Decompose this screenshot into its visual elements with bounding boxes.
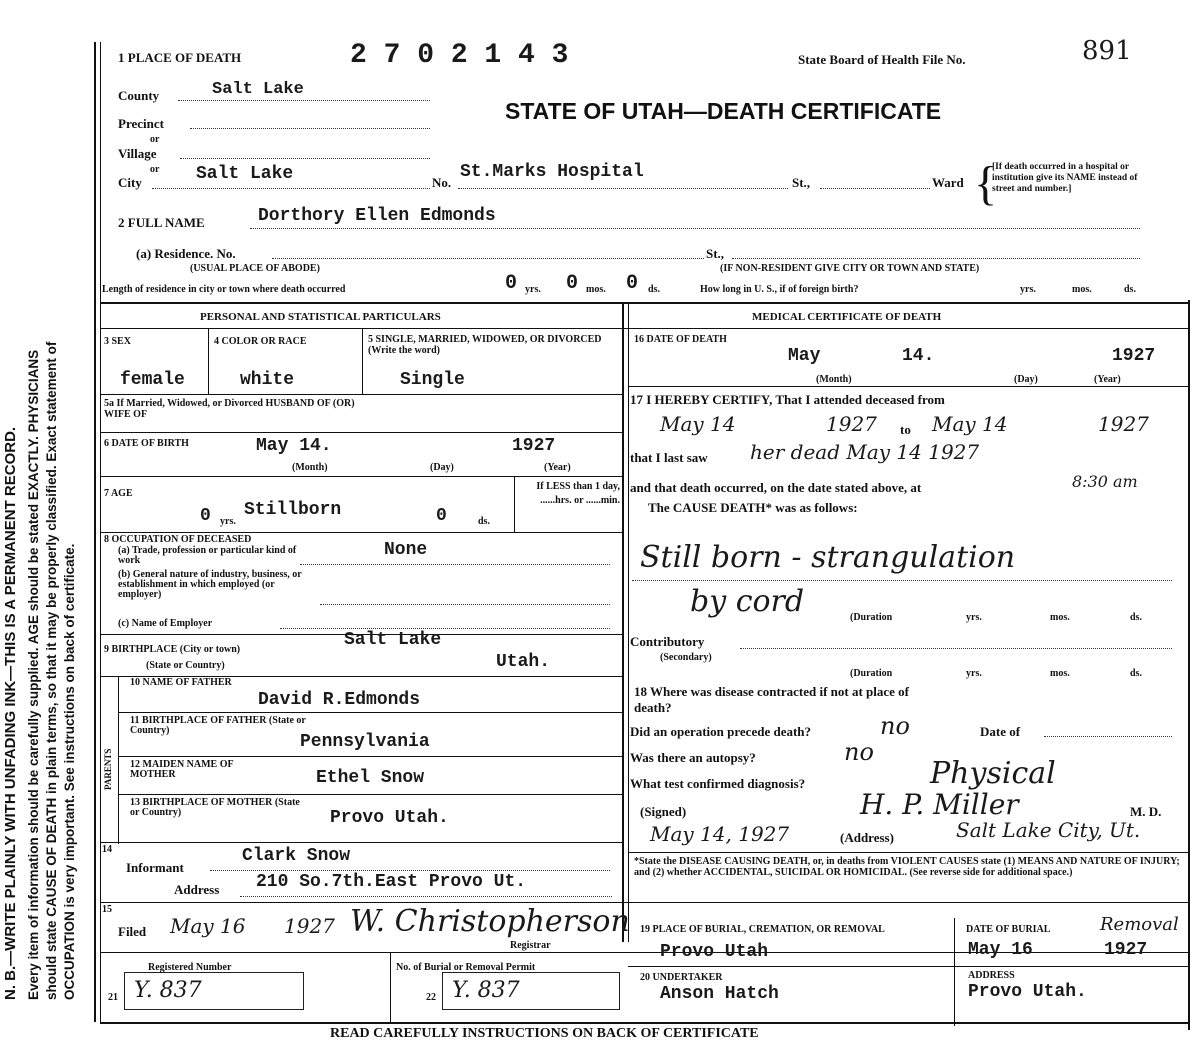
- secondary-label: (Secondary): [660, 652, 712, 663]
- signed-address-label: (Address): [840, 830, 894, 845]
- burial-date-year: 1927: [1104, 940, 1148, 960]
- nonres-note: (IF NON-RESIDENT GIVE CITY OR TOWN AND STATE): [720, 263, 980, 274]
- filed-year: 1927: [284, 914, 335, 938]
- precinct-label: Precinct: [118, 116, 164, 131]
- duration-label-1: (Duration: [850, 612, 893, 623]
- test-value: Physical: [930, 756, 1056, 791]
- permit-label: No. of Burial or Removal Permit: [396, 962, 536, 973]
- cause-line2: by cord: [690, 584, 805, 619]
- sex-value: female: [120, 370, 185, 390]
- cause-label: The CAUSE DEATH* was as follows:: [648, 500, 858, 515]
- signed-date: May 14, 1927: [650, 822, 790, 846]
- spouse-label: 5a If Married, Widowed, or Divorced HUSBAND OF (OR) WIFE OF: [104, 398, 355, 420]
- left-border: [94, 42, 96, 1022]
- mother-value: Ethel Snow: [316, 768, 425, 788]
- duration-yrs-1: yrs.: [966, 612, 982, 623]
- file-no-label: State Board of Health File No.: [798, 52, 966, 67]
- length-yrs-label: yrs.: [525, 284, 541, 295]
- abode-note: (USUAL PLACE OF ABODE): [190, 263, 320, 274]
- marital-value: Single: [400, 370, 465, 390]
- dob-year: 1927: [512, 436, 556, 456]
- or-1: or: [150, 134, 160, 145]
- informant-value: Clark Snow: [242, 846, 351, 866]
- section-header-bottom: [100, 328, 1190, 329]
- burial-date-label: DATE OF BURIAL: [966, 924, 1051, 935]
- us-ds: ds.: [1124, 284, 1136, 295]
- father-bp-label: 11 BIRTHPLACE OF FATHER (State or Country): [130, 715, 306, 736]
- length-yrs: 0: [505, 272, 518, 295]
- father-label: 10 NAME OF FATHER: [130, 677, 232, 688]
- death-month-label: (Month): [816, 374, 852, 385]
- us-yrs: yrs.: [1020, 284, 1036, 295]
- length-mos: 0: [566, 272, 579, 295]
- sex-label: 3 SEX: [104, 336, 131, 347]
- filed-date: May 16: [170, 914, 246, 938]
- city-label: City: [118, 175, 142, 190]
- side-note-2: Every item of information should be carefully supplied. AGE should be stated EXACTLY. PHYSICIANS: [26, 349, 41, 1000]
- dob-month-day: May 14.: [256, 436, 332, 456]
- q18-label: 18 Where was disease contracted if not at place of death?: [634, 684, 910, 715]
- medical-section-title: MEDICAL CERTIFICATE OF DEATH: [752, 311, 942, 323]
- signed-value: H. P. Miller: [860, 788, 1019, 821]
- undertaker-value: Anson Hatch: [660, 984, 779, 1004]
- filed-num: 15: [102, 904, 112, 915]
- reg-number-value: Y. 837: [134, 978, 202, 1003]
- residence-st-label: St.,: [706, 246, 725, 261]
- precinct-line: [190, 128, 430, 129]
- burial-date-correction: Removal: [1100, 914, 1179, 935]
- last-saw-value: her dead May 14 1927: [750, 440, 980, 464]
- registrar-signature: W. Christopherson: [350, 904, 630, 939]
- father-value: David R.Edmonds: [258, 690, 421, 710]
- reg-number-label: Registered Number: [148, 962, 232, 973]
- mother-bp-label: 13 BIRTHPLACE OF MOTHER (State or Country): [130, 797, 300, 818]
- age-ds-label: ds.: [478, 516, 490, 527]
- certificate-number: 2 7 0 2 1 4 3: [350, 40, 569, 71]
- from-date: May 14: [660, 412, 736, 436]
- death-year: 1927: [1112, 346, 1156, 366]
- duration-mos-1: mos.: [1050, 612, 1070, 623]
- occupation-label: 8 OCCUPATION OF DECEASED: [104, 534, 252, 545]
- dob-day-label: (Day): [430, 462, 454, 473]
- signed-suffix: M. D.: [1130, 804, 1162, 819]
- full-name-value: Dorthory Ellen Edmonds: [258, 206, 496, 226]
- us-label: How long in U. S., if of foreign birth?: [700, 284, 859, 295]
- burial-place-value: Provo Utah: [660, 942, 769, 962]
- permit-value: Y. 837: [452, 978, 520, 1003]
- informant-address-label: Address: [174, 882, 220, 897]
- side-note-3: should state CAUSE OF DEATH in plain terms, so that it may be properly classified. Exact statement of: [44, 341, 59, 1000]
- us-mos: mos.: [1072, 284, 1092, 295]
- age-stillborn: Stillborn: [244, 500, 342, 520]
- to-date: May 14: [932, 412, 1008, 436]
- birthplace-state-label: (State or Country): [146, 660, 225, 671]
- operation-value: no: [880, 712, 910, 740]
- death-month: May: [788, 346, 821, 366]
- occurred-label: and that death occurred, on the date stated above, at: [630, 480, 922, 495]
- center-divider-2: [628, 302, 629, 942]
- duration-yrs-2: yrs.: [966, 668, 982, 679]
- undertaker-address-label: ADDRESS: [968, 970, 1015, 981]
- medical-note: *State the DISEASE CAUSING DEATH, or, in deaths from VIOLENT CAUSES state (1) MEANS AND NATURE OF INJURY; and (2) whether ACCIDENTAL, SUICIDAL OR HOMICIDAL. (See reverse side for additional space.): [634, 856, 1180, 878]
- contributory-label: Contributory: [630, 634, 705, 649]
- last-saw-label: that I last saw: [630, 450, 708, 465]
- death-day-label: (Day): [1014, 374, 1038, 385]
- duration-ds-2: ds.: [1130, 668, 1142, 679]
- footer-instructions: READ CAREFULLY INSTRUCTIONS ON BACK OF CERTIFICATE: [330, 1026, 759, 1041]
- city-value: Salt Lake: [196, 164, 294, 184]
- burial-date-value: May 16: [968, 940, 1033, 960]
- length-mos-label: mos.: [586, 284, 606, 295]
- full-name-label: 2 FULL NAME: [118, 215, 205, 230]
- color-value: white: [240, 370, 295, 390]
- center-divider: [622, 302, 624, 942]
- residence-line: [272, 258, 704, 259]
- hospital-note: [If death occurred in a hospital or institution give its NAME instead of street and number.]: [992, 162, 1138, 194]
- residence-label: (a) Residence. No.: [136, 246, 236, 261]
- mother-bp-value: Provo Utah.: [330, 808, 449, 828]
- age-yrs: 0: [200, 506, 211, 526]
- length-ds: 0: [626, 272, 639, 295]
- city-line: [152, 188, 430, 189]
- filed-label: Filed: [118, 924, 147, 939]
- color-label: 4 COLOR OR RACE: [214, 336, 307, 347]
- to-label: to: [900, 422, 911, 437]
- death-day: 14.: [902, 346, 935, 366]
- age-label: 7 AGE: [104, 488, 133, 499]
- informant-address-value: 210 So.7th.East Provo Ut.: [256, 872, 527, 892]
- duration-mos-2: mos.: [1050, 668, 1070, 679]
- birthplace-city: Salt Lake: [344, 630, 442, 650]
- duration-ds-1: ds.: [1130, 612, 1142, 623]
- personal-section-title: PERSONAL AND STATISTICAL PARTICULARS: [200, 311, 441, 323]
- no-label: No.: [432, 175, 452, 190]
- less-than-label: If LESS than 1 day, ......hrs. or ......min.: [536, 481, 620, 506]
- permit-prefix: 22: [426, 992, 436, 1003]
- side-note-1: N. B.—WRITE PLAINLY WITH UNFADING INK—THIS IS A PERMANENT RECORD.: [2, 426, 19, 1000]
- or-2: or: [150, 164, 160, 175]
- dob-month-label: (Month): [292, 462, 328, 473]
- mother-label: 12 MAIDEN NAME OF MOTHER: [130, 759, 234, 780]
- dob-year-label: (Year): [544, 462, 571, 473]
- residence-city-line: [732, 258, 1140, 259]
- ward-label: Ward: [932, 175, 964, 190]
- registrar-label: Registrar: [510, 940, 551, 951]
- signed-address-value: Salt Lake City, Ut.: [956, 818, 1141, 842]
- reg-num-prefix: 21: [108, 992, 118, 1003]
- operation-label: Did an operation precede death?: [630, 724, 812, 739]
- length-ds-label: ds.: [648, 284, 660, 295]
- full-name-line: [250, 228, 1140, 229]
- county-value: Salt Lake: [212, 80, 304, 99]
- father-bp-value: Pennsylvania: [300, 732, 430, 752]
- from-year: 1927: [826, 412, 877, 436]
- autopsy-value: no: [844, 738, 874, 766]
- birthplace-label: 9 BIRTHPLACE (City or town): [104, 644, 241, 655]
- cause-line1: Still born - strangulation: [640, 540, 1016, 575]
- table-top: [100, 302, 1190, 304]
- to-year: 1927: [1098, 412, 1149, 436]
- age-ds: 0: [436, 506, 447, 526]
- signed-label: (Signed): [640, 804, 687, 819]
- birthplace-state: Utah.: [496, 652, 551, 672]
- informant-num: 14: [102, 844, 112, 855]
- test-label: What test confirmed diagnosis?: [630, 776, 806, 791]
- employer-label: (c) Name of Employer: [118, 618, 213, 629]
- date-of-label: Date of: [980, 724, 1021, 739]
- parents-label: PARENTS: [103, 748, 113, 790]
- duration-label-2: (Duration: [850, 668, 893, 679]
- occupation-b-label: (b) General nature of industry, business, or establishment in which employed (or employer): [118, 569, 302, 600]
- st-label: St.,: [792, 175, 811, 190]
- side-note-4: OCCUPATION is very important. See instructions on back of certificate.: [62, 543, 77, 1000]
- informant-label: Informant: [126, 860, 184, 875]
- dob-label: 6 DATE OF BIRTH: [104, 438, 189, 449]
- occupation-a-label: (a) Trade, profession or particular kind of work: [118, 545, 297, 566]
- hospital-line: [458, 188, 788, 189]
- right-border: [1188, 300, 1190, 1030]
- length-label: Length of residence in city or town where death occurred: [102, 284, 346, 295]
- age-yrs-label: yrs.: [220, 516, 236, 527]
- date-of-death-label: 16 DATE OF DEATH: [634, 334, 727, 345]
- certify-label: 17 I HEREBY CERTIFY, That I attended deceased from: [630, 392, 945, 407]
- brace-icon: {: [974, 157, 998, 210]
- autopsy-label: Was there an autopsy?: [630, 750, 756, 765]
- place-of-death-label: 1 PLACE OF DEATH: [118, 50, 242, 65]
- village-label: Village: [118, 146, 157, 161]
- county-label: County: [118, 88, 160, 103]
- page-title: STATE OF UTAH—DEATH CERTIFICATE: [505, 98, 942, 124]
- file-no: 891: [1082, 36, 1132, 66]
- undertaker-label: 20 UNDERTAKER: [640, 972, 723, 983]
- ward-line: [820, 188, 930, 189]
- county-line: [178, 100, 430, 101]
- time-value: 8:30 am: [1072, 472, 1138, 491]
- undertaker-address-value: Provo Utah.: [968, 982, 1087, 1002]
- village-line: [180, 158, 430, 159]
- occupation-value: None: [384, 540, 428, 560]
- hospital-value: St.Marks Hospital: [460, 162, 644, 182]
- burial-place-label: 19 PLACE OF BURIAL, CREMATION, OR REMOVAL: [640, 924, 885, 935]
- marital-label: 5 SINGLE, MARRIED, WIDOWED, OR DIVORCED (Write the word): [368, 334, 602, 356]
- death-year-label: (Year): [1094, 374, 1121, 385]
